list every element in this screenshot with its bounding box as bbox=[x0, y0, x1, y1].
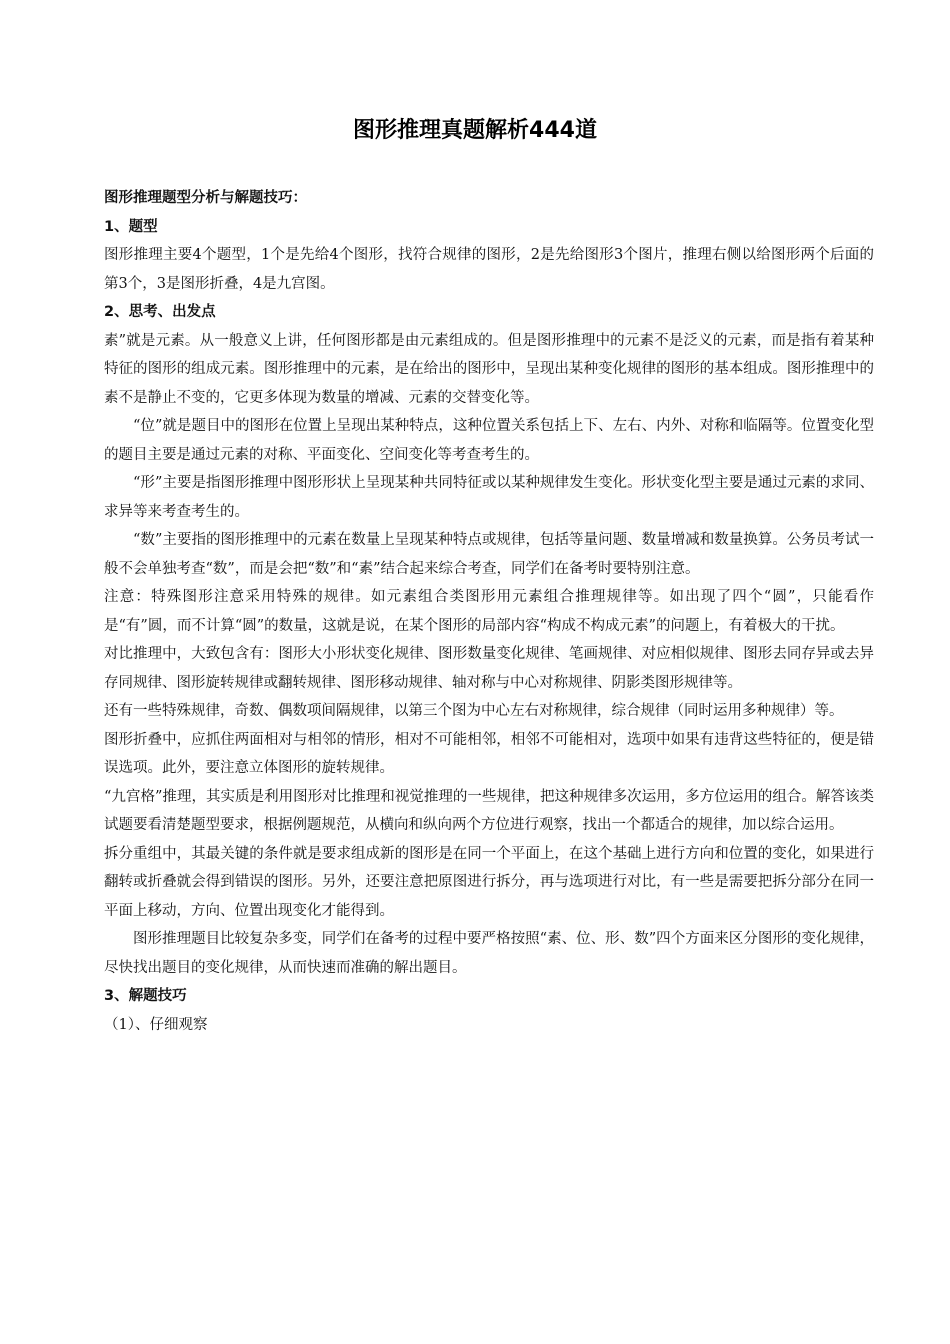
paragraph-summary: 图形推理题目比较复杂多变，同学们在备考的过程中要严格按照“素、位、形、数”四个方面来区分图形的变化规律，尽快找出题目的变化规律，从而快速而准确的解出题目。 bbox=[104, 931, 874, 976]
paragraph-split-recombine: 拆分重组中，其最关键的条件就是要求组成新的图形是在同一个平面上，在这个基础上进行方向和位置的变化，如果进行翻转或折叠就会得到错误的图形。另外，还要注意把原图进行拆分，再与选项进行对比，有一些是需要把拆分部分在同一平面上移动，方向、位置出现变化才能得到。 bbox=[104, 845, 874, 919]
sub-item-observe: （1）、仔细观察 bbox=[104, 1016, 208, 1033]
paragraph-shape: “形”主要是指图形推理中图形形状上呈现某种共同特征或以某种规律发生变化。形状变化型主要是通过元素的求同、求异等来考查考生的。 bbox=[104, 475, 874, 520]
section-heading: 图形推理题型分析与解题技巧： bbox=[104, 190, 307, 206]
paragraph-special-rules: 还有一些特殊规律，奇数、偶数项间隔规律，以第三个图为中心左右对称规律，综合规律（同时运用多种规律）等。 bbox=[104, 703, 844, 719]
heading-solving-tips: 3、解题技巧 bbox=[104, 988, 187, 1004]
document-title: 图形推理真题解析444道 bbox=[353, 118, 597, 143]
paragraph-element: 素”就是元素。从一般意义上讲，任何图形都是由元素组成的。但是图形推理中的元素不是泛义的元素，而是指有着某种特征的图形的组成元素。图形推理中的元素，是在给出的图形中，呈现出某种变化规律的图形的基本组成。图形推理中的素不是静止不变的，它更多体现为数量的增减、元素的交替变化等。 bbox=[104, 332, 874, 406]
paragraph-comparison: 对比推理中，大致包含有：图形大小形状变化规律、图形数量变化规律、笔画规律、对应相似规律、图形去同存异或去异存同规律、图形旋转规律或翻转规律、图形移动规律、轴对称与中心对称规律、阴影类图形规律等。 bbox=[104, 646, 874, 691]
heading-thinking-points: 2、思考、出发点 bbox=[104, 304, 216, 320]
paragraph-note: 注意：特殊图形注意采用特殊的规律。如元素组合类图形用元素组合推理规律等。如出现了四个“圆”，只能看作是“有”圆，而不计算“圆”的数量，这就是说，在某个图形的局部内容“构成不构成元素”的问题上，有着极大的干扰。 bbox=[104, 589, 874, 634]
paragraph-nine-grid: “九宫格”推理，其实质是利用图形对比推理和视觉推理的一些规律，把这种规律多次运用，多方位运用的组合。解答该类试题要看清楚题型要求，根据例题规范，从横向和纵向两个方位进行观察，找出一个都适合的规律，加以综合运用。 bbox=[104, 788, 874, 833]
heading-question-types: 1、题型 bbox=[104, 218, 158, 235]
document-body bbox=[104, 184, 874, 1039]
paragraph-position: “位”就是题目中的图形在位置上呈现出某种特点，这种位置关系包括上下、左右、内外、对称和临隔等。位置变化型的题目主要是通过元素的对称、平面变化、空间变化等考查考生的。 bbox=[104, 418, 874, 463]
paragraph-question-types: 图形推理主要4个题型，1个是先给4个图形，找符合规律的图形，2是先给图形3个图片，推理右侧以给图形两个后面的第3个，3是图形折叠，4是九宫图。 bbox=[104, 247, 874, 292]
paragraph-folding: 图形折叠中，应抓住两面相对与相邻的情形，相对不可能相邻，相邻不可能相对，选项中如果有违背这些特征的，便是错误选项。此外，要注意立体图形的旋转规律。 bbox=[104, 731, 874, 776]
paragraph-number: “数”主要指的图形推理中的元素在数量上呈现某种特点或规律，包括等量问题、数量增减和数量换算。公务员考试一般不会单独考查“数”，而是会把“数”和“素”结合起来综合考查，同学们在备考时要特别注意。 bbox=[104, 532, 874, 577]
